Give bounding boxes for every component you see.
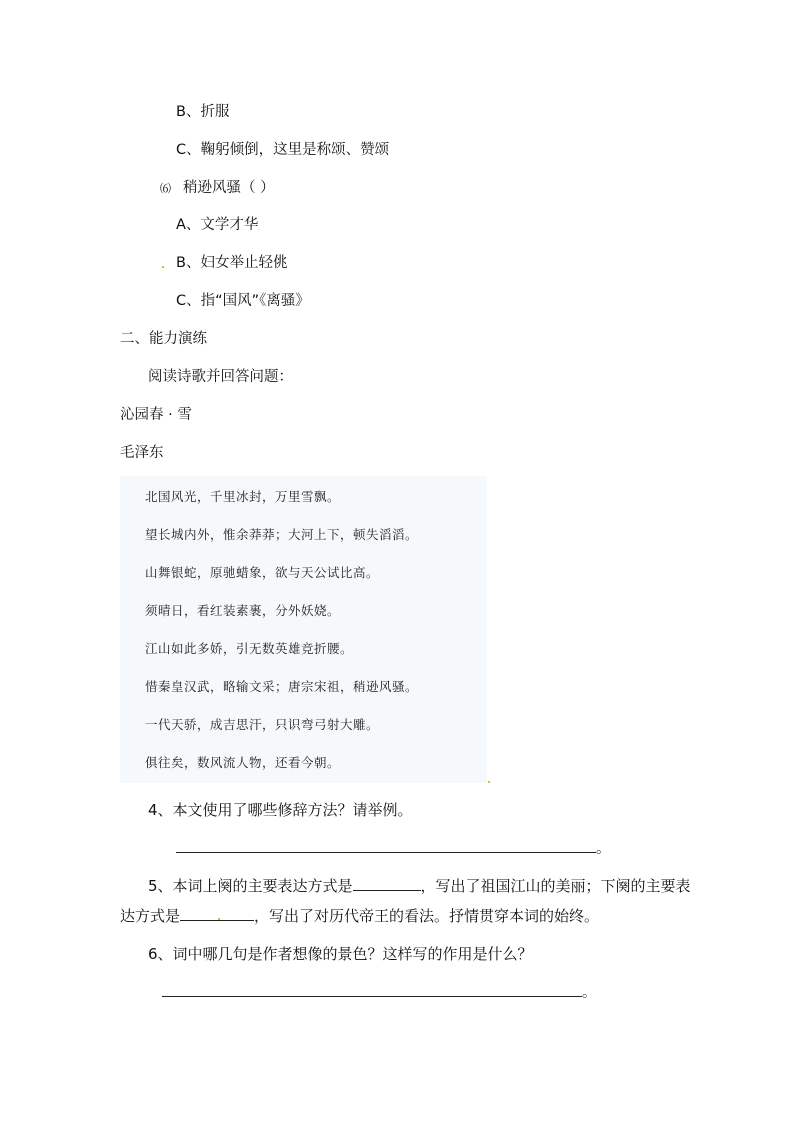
- option-c-jugong: C、鞠躬倾倒，这里是称颂、赞颂: [176, 142, 390, 158]
- option-b-zhefu: B、折服: [176, 104, 230, 120]
- answer-blank-1[interactable]: [353, 876, 421, 891]
- poem-line: 俱往矣，数风流人物，还看今朝。: [145, 755, 341, 770]
- poem-line: 山舞银蛇，原驰蜡象，欲与天公试比高。: [145, 565, 380, 580]
- poem-title: 沁园春 · 雪: [120, 407, 192, 423]
- answer-line-4: [176, 838, 611, 859]
- q5-text-2: ，写出了祖国江山的美丽；下阕的主要表: [420, 877, 691, 895]
- question-5-cont: [120, 906, 599, 926]
- question-6: 6、词中哪几句是作者想像的景色？这样写的作用是什么？: [148, 945, 533, 963]
- poem-line: 北国风光，千里冰封，万里雪飘。: [145, 489, 341, 504]
- answer-blank[interactable]: [162, 982, 582, 997]
- section-title: 二、能力演练: [120, 331, 207, 347]
- option-c-guofeng: C、指“国风”《离骚》: [176, 293, 310, 309]
- instruction: 阅读诗歌并回答问题：: [148, 369, 293, 385]
- q5-text-1: 5、本词上阕的主要表达方式是: [148, 877, 353, 895]
- option-a-wenxue: A、文学才华: [176, 217, 259, 233]
- stray-dot: [488, 781, 490, 783]
- q5-text-3: 达方式是: [120, 907, 181, 925]
- question-stem: 稍逊风骚（ ）: [183, 180, 275, 196]
- poem-line: 惜秦皇汉武，略输文采；唐宗宋祖，稍逊风骚。: [145, 679, 419, 694]
- poem-line: 一代天骄，成吉思汗，只识弯弓射大雕。: [145, 717, 380, 732]
- poem-line: 须晴日，看红装素裹，分外妖娆。: [145, 603, 341, 618]
- poem-box: [120, 476, 487, 783]
- poem-line: 望长城内外，惟余莽莽；大河上下，顿失滔滔。: [145, 527, 419, 542]
- question-5: [148, 876, 691, 896]
- poem-line: 江山如此多娇，引无数英雄竞折腰。: [145, 641, 354, 656]
- answer-blank[interactable]: [176, 838, 596, 853]
- stray-dot: [218, 918, 220, 920]
- answer-line-6: [162, 982, 597, 1003]
- period: 。: [596, 841, 611, 857]
- period: 。: [582, 985, 597, 1001]
- q5-text-4: ，写出了对历代帝王的看法。抒情贯穿本词的始终。: [254, 907, 600, 925]
- question-6-vocab: [160, 178, 275, 199]
- stray-dot: [162, 266, 164, 268]
- question-number: ⑹: [160, 182, 171, 195]
- question-4: 4、本文使用了哪些修辞方法？请举例。: [148, 801, 413, 819]
- poem-author: 毛泽东: [120, 445, 164, 461]
- option-b-funv: B、妇女举止轻佻: [176, 255, 288, 271]
